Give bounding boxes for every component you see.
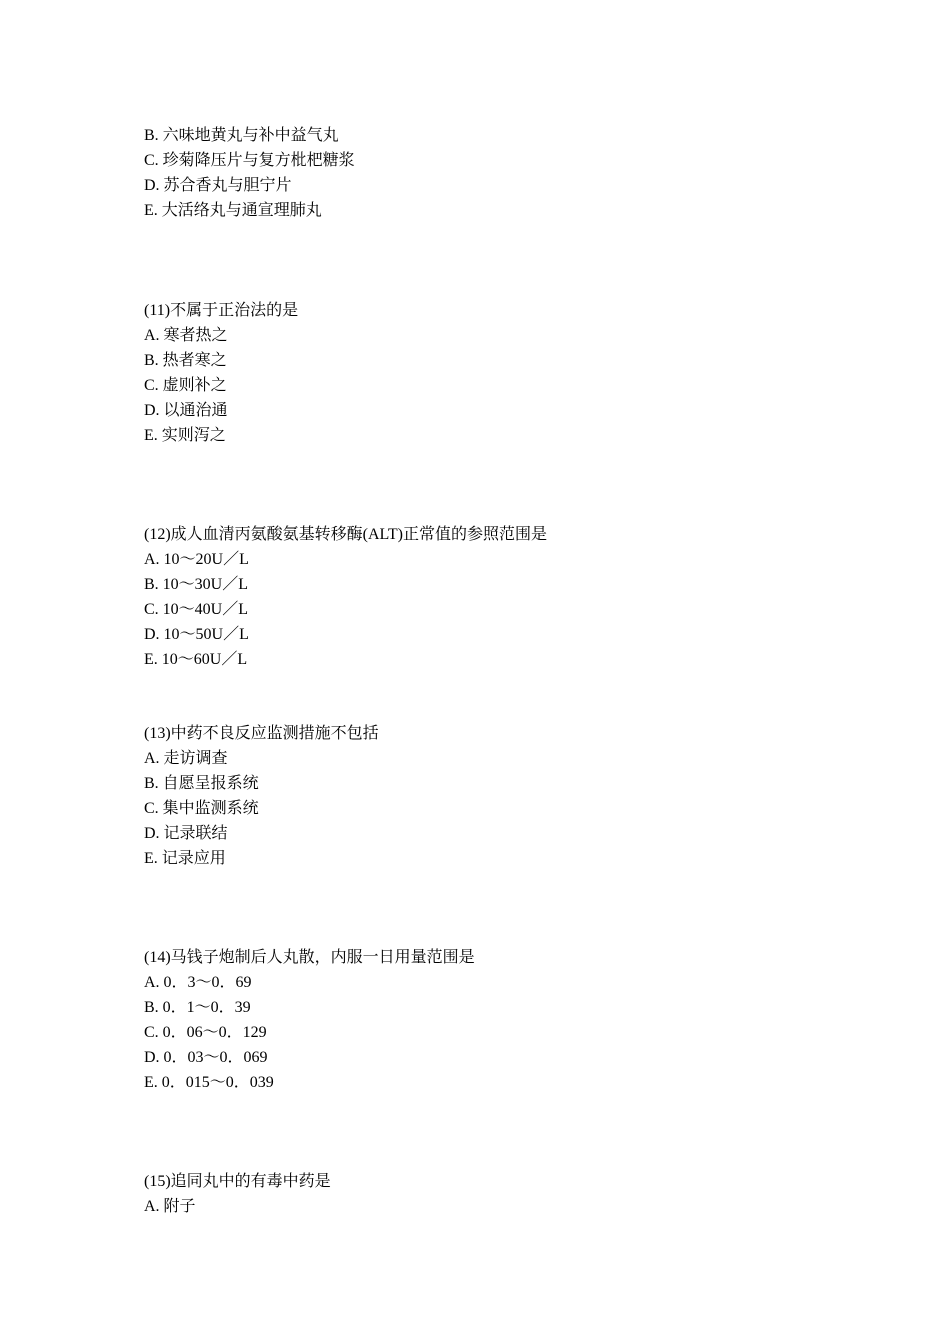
question-block-10-continued [144,123,355,223]
option-e: E. 记录应用 [144,850,226,867]
question-block-15 [144,1169,331,1219]
question-block-13 [144,721,379,871]
question-text: (14)马钱子炮制后人丸散，内服一日用量范围是 [144,949,475,966]
option-e: E. 10～60U／L [144,651,248,668]
option-b: B. 0．1～0．39 [144,999,251,1016]
question-block-12 [144,522,547,672]
option-a: A. 10～20U／L [144,551,249,568]
option-c: C. 集中监测系统 [144,800,259,817]
option-d: D. 记录联结 [144,825,228,842]
question-text: (13)中药不良反应监测措施不包括 [144,725,379,742]
option-b: B. 六味地黄丸与补中益气丸 [144,127,339,144]
option-d: D. 苏合香丸与胆宁片 [144,177,292,194]
question-text: (15)追同丸中的有毒中药是 [144,1173,331,1190]
question-block-11 [144,298,298,448]
option-d: D. 以通治通 [144,402,228,419]
option-d: D. 0．03～0．069 [144,1049,268,1066]
option-c: C. 虚则补之 [144,377,227,394]
option-e: E. 大活络丸与通宣理肺丸 [144,202,322,219]
option-b: B. 热者寒之 [144,352,227,369]
option-e: E. 0．015～0．039 [144,1074,274,1091]
option-a: A. 0．3～0．69 [144,974,252,991]
question-block-14 [144,945,475,1095]
option-b: B. 自愿呈报系统 [144,775,259,792]
option-a: A. 寒者热之 [144,327,228,344]
option-b: B. 10～30U／L [144,576,249,593]
option-c: C. 珍菊降压片与复方枇杷糖浆 [144,152,355,169]
question-text: (12)成人血清丙氨酸氨基转移酶(ALT)正常值的参照范围是 [144,526,547,543]
option-a: A. 走访调查 [144,750,228,767]
option-d: D. 10～50U／L [144,626,249,643]
option-c: C. 10～40U／L [144,601,249,618]
option-c: C. 0．06～0．129 [144,1024,267,1041]
option-a: A. 附子 [144,1198,196,1215]
question-text: (11)不属于正治法的是 [144,302,299,319]
option-e: E. 实则泻之 [144,427,226,444]
